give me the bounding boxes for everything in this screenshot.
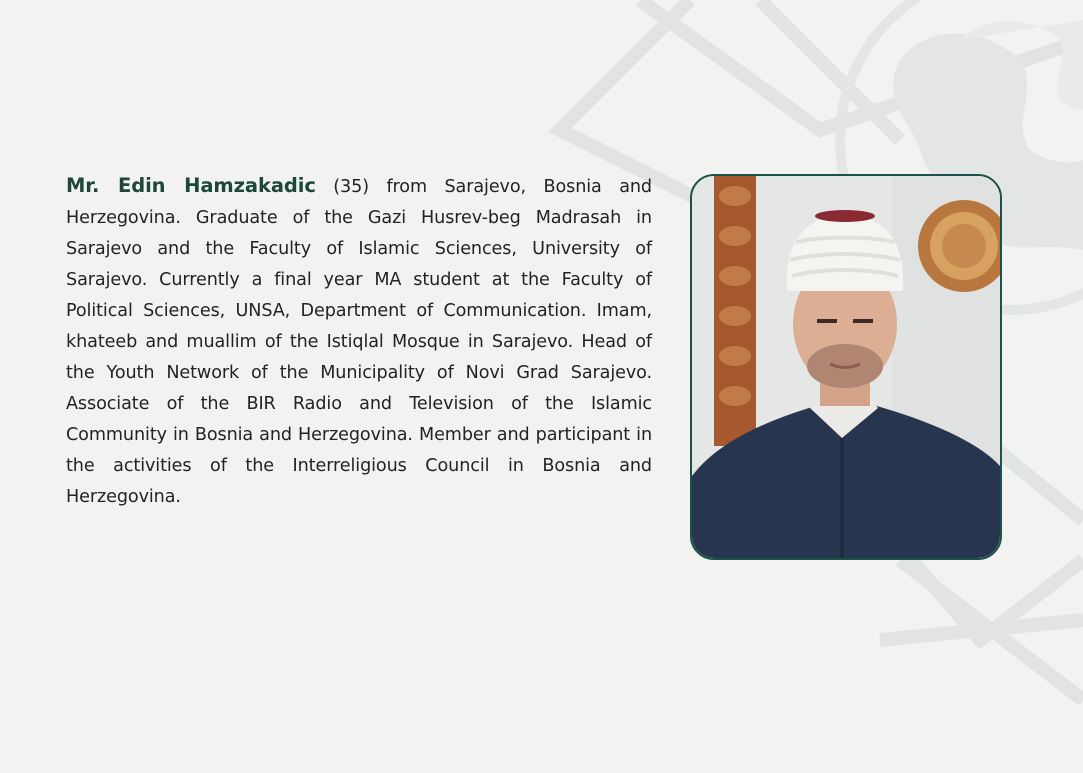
portrait-photo xyxy=(690,174,1002,560)
person-name: Mr. Edin Hamzakadic xyxy=(66,174,316,197)
biography-body: (35) from Sarajevo, Bosnia and Herzegovina. Graduate of the Gazi Husrev-beg Madrasah in Sarajevo and the Faculty of Islamic Sciences, University of Sarajevo. Currently a final year MA student at the Faculty of Political Sciences, UNSA, Department of Communication. Imam, khateeb and muallim of the Istiqlal Mosque in Sarajevo. Head of the Youth Network of the Municipality of Novi Grad Sarajevo. Associate of the BIR Radio and Television of the Islamic Community in Bosnia and Herzegovina. Member and participant in the activities of the Interreligious Council in Bosnia and Herzegovina. xyxy=(66,177,652,507)
biography-text xyxy=(66,170,652,513)
portrait-illustration xyxy=(692,176,1000,558)
